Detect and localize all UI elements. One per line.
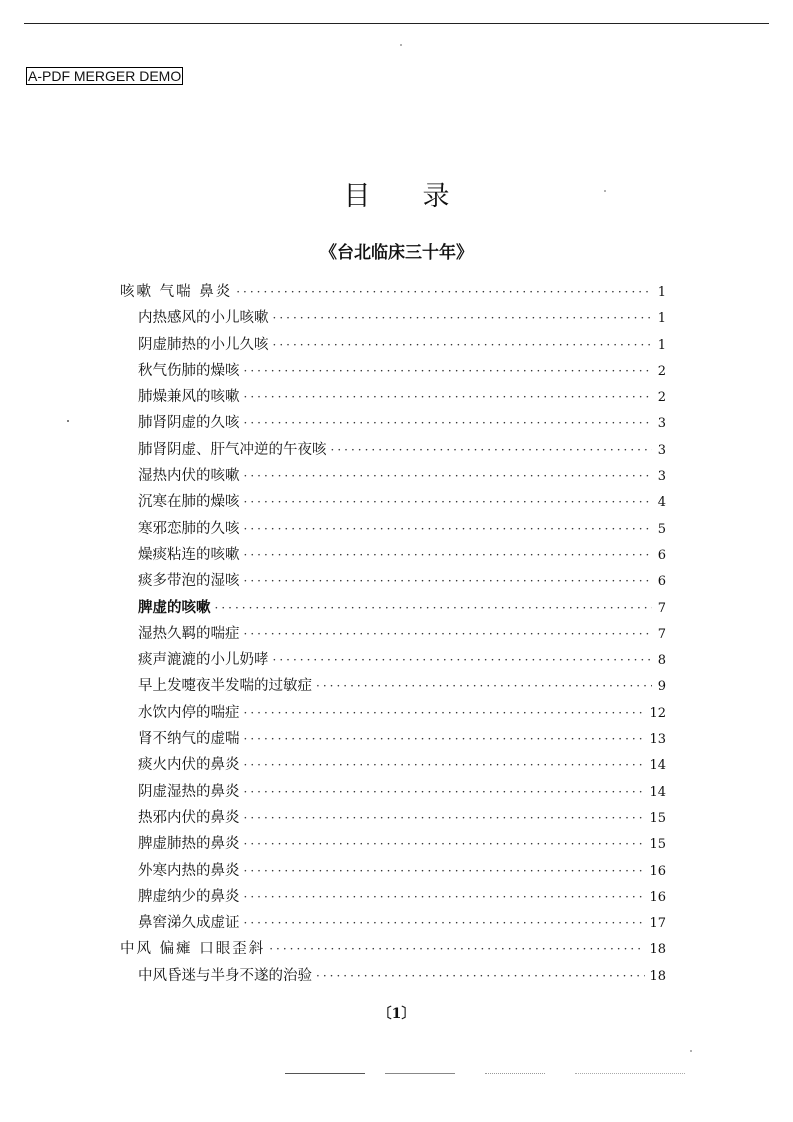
toc-entry-page: 6 (657, 574, 666, 590)
toc-entry-title: 痰火内伏的鼻炎 (138, 757, 240, 774)
toc-leader-dots (273, 332, 653, 358)
toc-entry-title: 湿热久羁的喘症 (138, 625, 240, 642)
toc-entry[interactable] (120, 884, 666, 910)
toc-entry-title: 外寒内热的鼻炎 (138, 862, 240, 879)
toc-leader-dots (244, 858, 646, 884)
scan-speck (400, 44, 402, 46)
toc-entry-page: 3 (657, 416, 666, 432)
toc-entry[interactable] (120, 779, 666, 805)
toc-entry-page: 5 (657, 521, 666, 537)
toc-leader-dots (244, 384, 653, 410)
toc-entry-title: 脾虚的咳嗽 (138, 599, 211, 616)
toc-entry-title: 肺燥兼风的咳嗽 (138, 389, 240, 406)
toc-entry-title: 寒邪恋肺的久咳 (138, 520, 240, 537)
toc-leader-dots (244, 752, 646, 778)
toc-entry[interactable] (120, 936, 666, 962)
toc-entry-page: 16 (649, 863, 666, 879)
toc-entry[interactable] (120, 542, 666, 568)
toc-leader-dots (244, 805, 646, 831)
toc-entry-page: 17 (649, 916, 666, 932)
watermark: A-PDF MERGER DEMO (28, 68, 182, 84)
toc-leader-dots (244, 726, 646, 752)
toc-entry-page: 3 (657, 469, 666, 485)
toc-leader-dots (244, 568, 653, 594)
toc-entry-title: 水饮内停的喘症 (138, 704, 240, 721)
toc-entry-page: 13 (649, 732, 666, 748)
toc-leader-dots (244, 463, 653, 489)
toc-entry[interactable] (120, 358, 666, 384)
toc-entry-title: 热邪内伏的鼻炎 (138, 809, 240, 826)
toc-entry[interactable] (120, 621, 666, 647)
toc-entry-title: 肺肾阴虚的久咳 (138, 415, 240, 432)
toc-leader-dots (215, 595, 653, 621)
toc-leader-dots (273, 305, 653, 331)
toc-entry-title: 内热感风的小儿咳嗽 (138, 310, 269, 327)
toc-entry-title: 秋气伤肺的燥咳 (138, 362, 240, 379)
toc-entry-page: 18 (649, 942, 666, 958)
toc-entry-title: 中风昏迷与半身不遂的治验 (138, 967, 312, 984)
toc-entry[interactable] (120, 700, 666, 726)
toc-entry-page: 1 (657, 337, 666, 353)
toc-entry-title: 肺肾阴虚、肝气冲逆的午夜咳 (138, 441, 327, 458)
toc-entry-title: 阴虚肺热的小儿久咳 (138, 336, 269, 353)
toc-entry-page: 2 (657, 390, 666, 406)
toc-leader-dots (269, 936, 645, 962)
scan-speck (690, 1050, 692, 1052)
toc-leader-dots (244, 831, 646, 857)
toc-leader-dots (331, 437, 653, 463)
toc-leader-dots (273, 647, 653, 673)
toc-entry[interactable] (120, 305, 666, 331)
toc-entry-page: 6 (657, 547, 666, 563)
toc-entry[interactable] (120, 332, 666, 358)
toc-entry-title: 肾不纳气的虚喘 (138, 731, 240, 748)
toc-leader-dots (244, 489, 653, 515)
toc-entry-title: 湿热内伏的咳嗽 (138, 468, 240, 485)
toc-entry[interactable] (120, 752, 666, 778)
toc-entry-page: 14 (649, 758, 666, 774)
toc-entry-page: 3 (657, 442, 666, 458)
toc-entry-page: 8 (657, 653, 666, 669)
toc-entry[interactable] (120, 831, 666, 857)
toc-entry-title: 阴虚湿热的鼻炎 (138, 783, 240, 800)
toc-entry-title: 沉寒在肺的燥咳 (138, 494, 240, 511)
table-of-contents (120, 279, 666, 989)
toc-entry-title: 痰多带泡的湿咳 (138, 573, 240, 590)
toc-entry[interactable] (120, 516, 666, 542)
toc-entry-page: 1 (657, 311, 666, 327)
toc-entry[interactable] (120, 595, 666, 621)
toc-entry-title: 痰声漉漉的小儿奶哮 (138, 652, 269, 669)
toc-entry-title: 咳嗽 气喘 鼻炎 (120, 284, 233, 300)
toc-leader-dots (316, 963, 645, 989)
toc-entry-page: 12 (649, 705, 666, 721)
toc-leader-dots (244, 516, 653, 542)
toc-entry-page: 1 (657, 285, 666, 300)
toc-entry-title: 鼻窖涕久成虚证 (138, 915, 240, 932)
toc-entry-page: 9 (657, 679, 666, 695)
toc-entry-page: 15 (649, 837, 666, 853)
scan-artifact-line (385, 1073, 455, 1074)
toc-entry[interactable] (120, 858, 666, 884)
toc-leader-dots (244, 884, 646, 910)
toc-entry-title: 脾虚肺热的鼻炎 (138, 836, 240, 853)
toc-leader-dots (244, 542, 653, 568)
toc-entry[interactable] (120, 910, 666, 936)
toc-entry[interactable] (120, 384, 666, 410)
toc-entry-page: 18 (649, 968, 666, 984)
top-rule (24, 23, 769, 24)
toc-entry[interactable] (120, 726, 666, 752)
toc-entry-page: 7 (657, 626, 666, 642)
toc-entry[interactable] (120, 279, 666, 305)
scan-artifact-line (285, 1073, 365, 1074)
page-number: 〔1〕 (377, 1006, 416, 1022)
toc-leader-dots (244, 410, 653, 436)
toc-leader-dots (244, 779, 646, 805)
toc-entry[interactable] (120, 673, 666, 699)
toc-entry-page: 4 (657, 495, 666, 511)
toc-leader-dots (244, 910, 646, 936)
toc-entry-page: 2 (657, 363, 666, 379)
toc-entry-page: 15 (649, 810, 666, 826)
toc-entry[interactable] (120, 568, 666, 594)
scan-artifact-line (485, 1073, 545, 1074)
scan-speck (604, 190, 606, 192)
toc-entry[interactable] (120, 963, 666, 989)
toc-entry-page: 7 (657, 600, 666, 616)
toc-entry-title: 早上发嚏夜半发喘的过敏症 (138, 678, 312, 695)
toc-leader-dots (244, 621, 653, 647)
toc-entry-title: 脾虚纳少的鼻炎 (138, 888, 240, 905)
toc-entry-page: 16 (649, 889, 666, 905)
toc-entry-title: 燥痰粘连的咳嗽 (138, 546, 240, 563)
toc-entry[interactable] (120, 463, 666, 489)
toc-leader-dots (244, 700, 646, 726)
toc-entry[interactable] (120, 647, 666, 673)
toc-leader-dots (244, 358, 653, 384)
toc-leader-dots (316, 673, 652, 699)
scan-artifact-line (575, 1073, 685, 1074)
toc-entry[interactable] (120, 805, 666, 831)
toc-leader-dots (236, 279, 652, 305)
book-title: 《台北临床三十年》 (320, 243, 473, 263)
toc-entry[interactable] (120, 410, 666, 436)
page-title: 目录 (343, 181, 502, 213)
toc-entry-title: 中风 偏瘫 口眼歪斜 (120, 941, 266, 958)
toc-entry[interactable] (120, 437, 666, 463)
toc-entry-page: 14 (649, 784, 666, 800)
toc-entry[interactable] (120, 489, 666, 515)
scan-speck (67, 420, 69, 422)
